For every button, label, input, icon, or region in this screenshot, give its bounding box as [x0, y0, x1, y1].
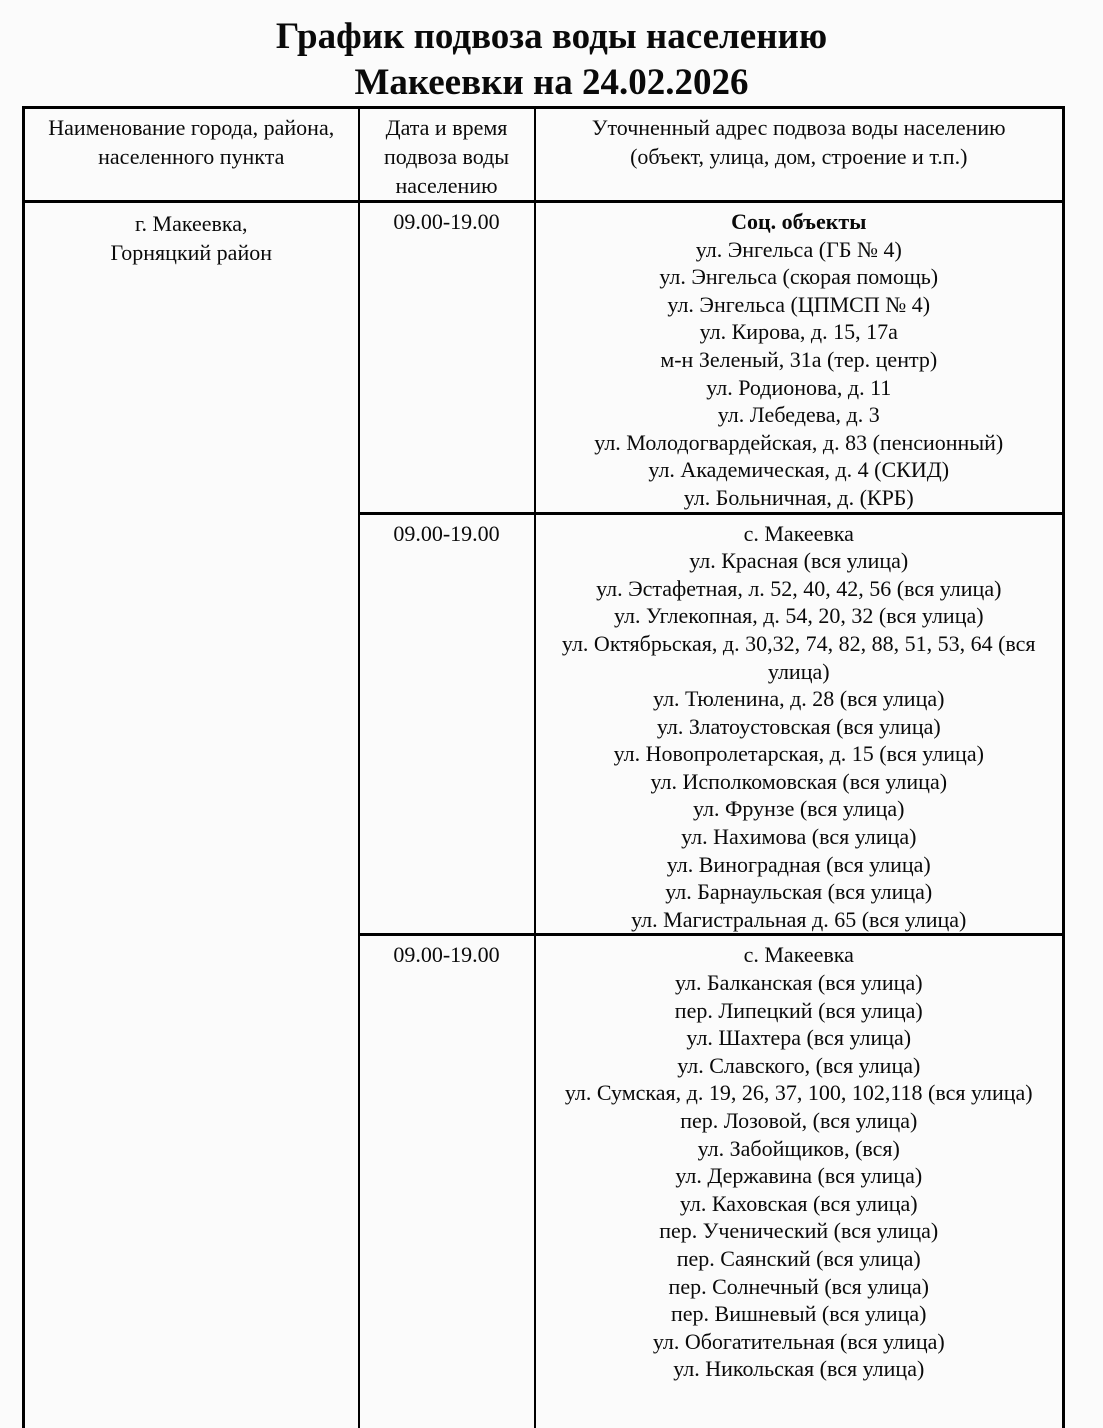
address-line: пер. Ученический (вся улица): [659, 1218, 939, 1244]
location-line: Горняцкий район: [110, 240, 272, 265]
header-address-column: [535, 108, 1064, 202]
address-line: ул. Кирова, д. 15, 17а: [699, 319, 898, 345]
address-cell: [535, 513, 1064, 935]
address-line: ул. Лебедева, д. 3: [717, 402, 880, 428]
address-line: ул. Энгельса (ЦПМСП № 4): [667, 291, 931, 317]
address-line: ул. Барнаульская (вся улица): [665, 879, 933, 905]
address-line: ул. Красная (вся улица): [689, 548, 909, 574]
address-line: пер. Саянский (вся улица): [676, 1245, 921, 1271]
address-line: пер. Солнечный (вся улица): [668, 1273, 929, 1299]
schedule-table-container: [22, 106, 1065, 1428]
address-line: ул. Родионова, д. 11: [706, 374, 892, 400]
header-line: (объект, улица, дом, строение и т.п.): [630, 144, 968, 169]
address-line: с. Макеевка: [743, 942, 854, 968]
address-line: ул. Магистральная д. 65 (вся улица): [631, 906, 967, 932]
address-line: ул. Державина (вся улица): [675, 1163, 923, 1189]
header-line: Дата и время: [385, 115, 508, 140]
document-title-line2: Макеевки на 24.02.2026: [354, 62, 749, 103]
schedule-table: [22, 106, 1065, 1428]
address-line: ул. Славского, (вся улица): [677, 1052, 921, 1078]
address-line: ул. Тюленина, д. 28 (вся улица): [653, 686, 945, 712]
address-line: пер. Вишневый (вся улица): [670, 1301, 927, 1327]
address-line: пер. Лозовой, (вся улица): [680, 1108, 918, 1133]
address-line: ул. Больничная, д. (КРБ): [683, 484, 914, 510]
header-line: населению: [395, 173, 498, 198]
document-title: [0, 0, 1103, 106]
address-line: с. Макеевка: [743, 520, 854, 546]
header-line: Уточненный адрес подвоза воды населению: [591, 115, 1006, 140]
header-line: населенного пункта: [98, 144, 285, 169]
address-line: м-н Зеленый, 31а (тер. центр): [660, 346, 938, 372]
address-cell: [535, 935, 1064, 1428]
time-cell: 09.00-19.00: [359, 935, 535, 1428]
time-cell: 09.00-19.00: [359, 202, 535, 514]
address-line: ул. Углекопная, д. 54, 20, 32 (вся улица): [613, 603, 984, 629]
header-datetime-column: [359, 108, 535, 202]
address-line: ул. Исполкомовская (вся улица): [650, 768, 948, 794]
table-header-row: [24, 108, 1064, 202]
address-line: ул. Фрунзе (вся улица): [693, 796, 905, 822]
address-line: пер. Липецкий (вся улица): [674, 997, 923, 1023]
document-title-line1: График подвоза воды населению: [275, 16, 828, 57]
address-line: ул. Энгельса (скорая помощь): [659, 264, 939, 290]
header-location-column: [24, 108, 359, 202]
address-line: ул. Забойщиков, (вся): [697, 1135, 900, 1161]
header-line: подвоза воды: [383, 144, 510, 169]
location-line: г. Макеевка,: [134, 211, 248, 236]
address-line: ул. Энгельса (ГБ № 4): [695, 236, 902, 262]
address-line: ул. Молодогвардейская, д. 83 (пенсионный): [594, 429, 1004, 455]
address-line: ул. Никольская (вся улица): [673, 1356, 925, 1382]
address-line: ул. Нахимова (вся улица): [681, 824, 917, 850]
address-line: ул. Октябрьская, д. 30,32, 74, 82, 88, 51, 53, 64 (вся улица): [561, 630, 1036, 684]
address-line: ул. Сумская, д. 19, 26, 37, 100, 102,118 (вся улица): [564, 1080, 1033, 1106]
address-group-title: Соц. объекты: [731, 209, 867, 234]
address-line: ул. Каховская (вся улица): [679, 1190, 918, 1216]
address-line: ул. Эстафетная, л. 52, 40, 42, 56 (вся улица): [596, 575, 1002, 601]
address-line: ул. Новопролетарская, д. 15 (вся улица): [613, 741, 984, 767]
address-line: ул. Виноградная (вся улица): [666, 851, 931, 877]
time-cell: 09.00-19.00: [359, 513, 535, 935]
header-line: Наименование города, района,: [48, 115, 335, 140]
address-line: ул. Обогатительная (вся улица): [652, 1328, 945, 1354]
address-line: ул. Златоустовская (вся улица): [656, 713, 941, 739]
address-line: ул. Шахтера (вся улица): [686, 1025, 912, 1051]
address-cell: [535, 202, 1064, 514]
location-cell: [24, 202, 359, 1428]
address-line: ул. Академическая, д. 4 (СКИД): [648, 457, 950, 483]
address-line: ул. Балканская (вся улица): [674, 970, 923, 996]
table-row: [24, 202, 1064, 514]
